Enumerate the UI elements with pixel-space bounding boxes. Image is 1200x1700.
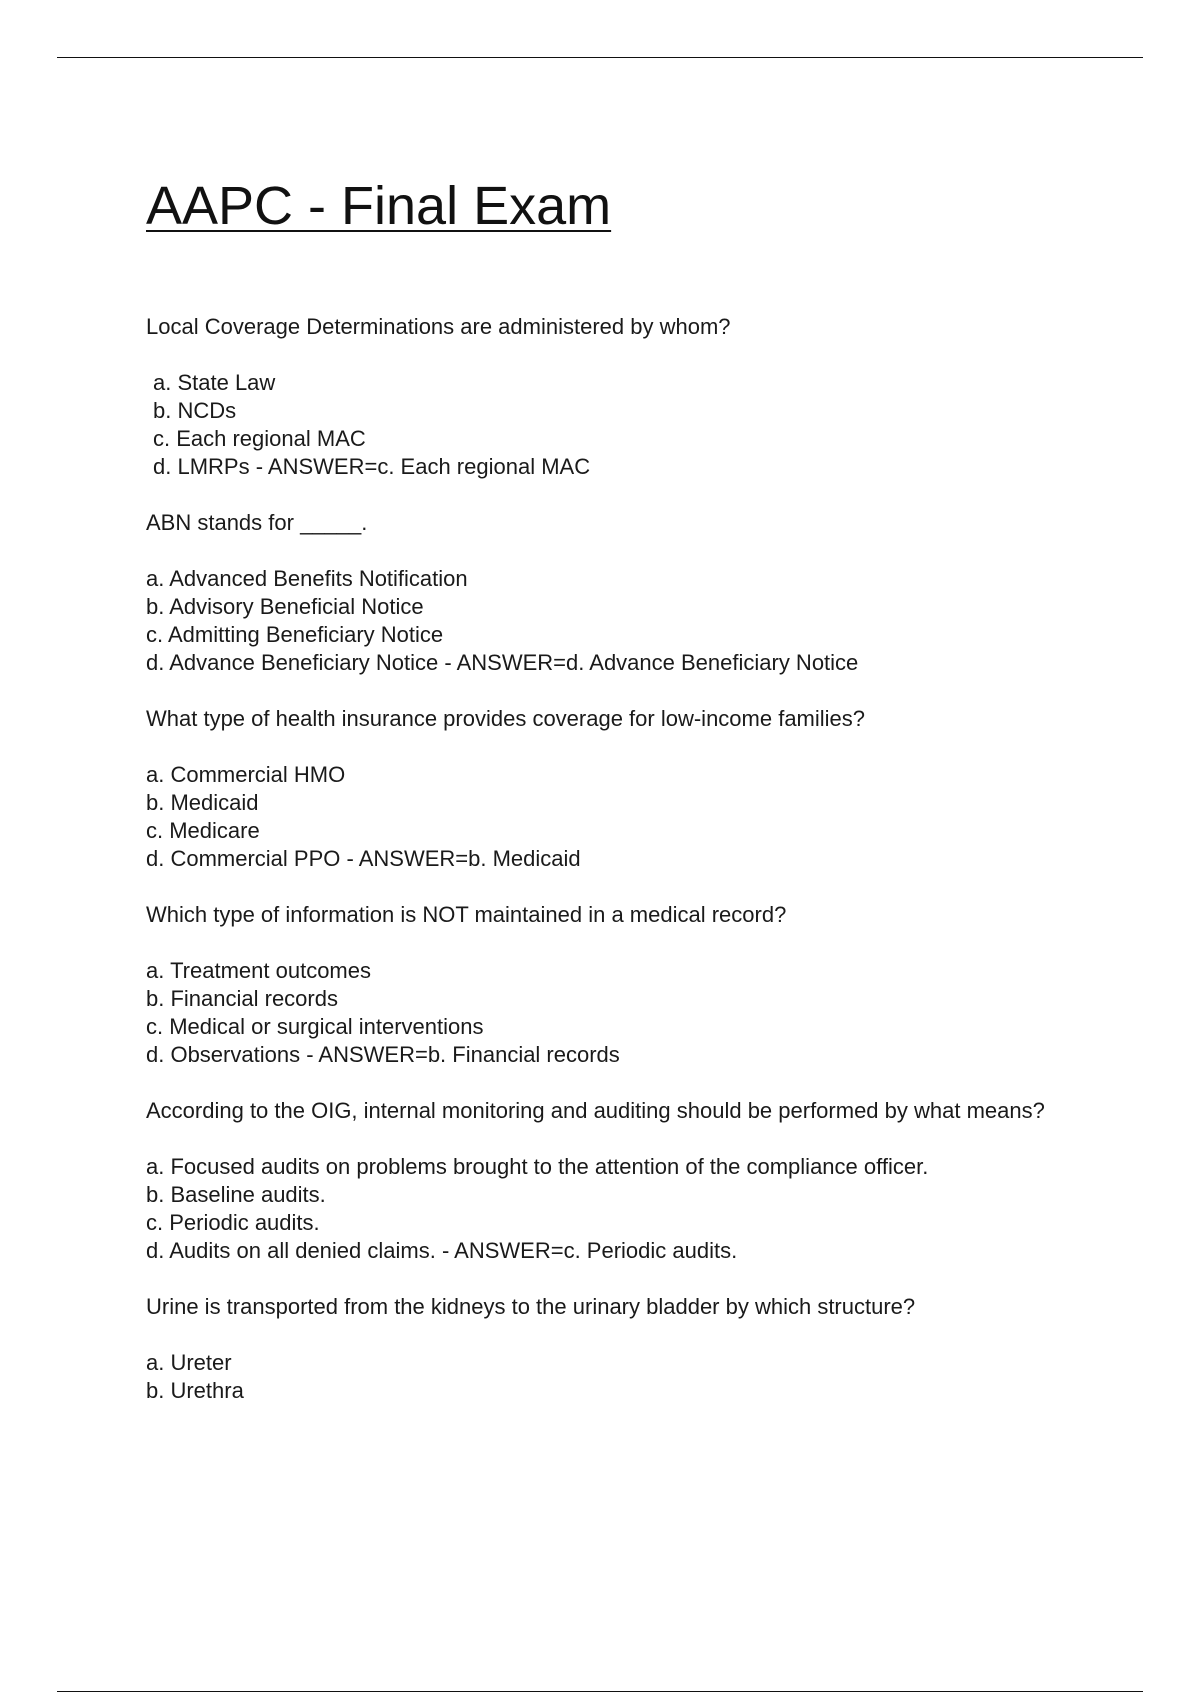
option-b: b. Urethra: [146, 1378, 244, 1403]
option-d-with-answer: d. Observations - ANSWER=b. Financial records: [146, 1042, 620, 1067]
option-b: b. Medicaid: [146, 790, 259, 815]
question-3: [146, 705, 1086, 873]
option-c: c. Medicare: [146, 818, 260, 843]
option-a: a. Advanced Benefits Notification: [146, 566, 468, 591]
option-b: b. Baseline audits.: [146, 1182, 326, 1207]
question-2: [146, 509, 1086, 677]
question-list: [146, 313, 1086, 1405]
question-5: [146, 1097, 1086, 1265]
question-4: [146, 901, 1086, 1069]
option-b: b. NCDs: [153, 398, 237, 423]
option-d-with-answer: d. Audits on all denied claims. - ANSWER=c. Periodic audits.: [146, 1238, 738, 1263]
option-c: c. Medical or surgical interventions: [146, 1014, 484, 1039]
option-list: [146, 1153, 1086, 1265]
question-text: Urine is transported from the kidneys to the urinary bladder by which structure?: [146, 1294, 916, 1319]
option-b: b. Financial records: [146, 986, 338, 1011]
exam-page-content: [146, 170, 1086, 1405]
bottom-divider: [57, 1691, 1143, 1692]
option-b: b. Advisory Beneficial Notice: [146, 594, 424, 619]
option-a: a. Ureter: [146, 1350, 232, 1375]
option-list: [146, 565, 1086, 677]
option-list: [146, 957, 1086, 1069]
option-c: c. Admitting Beneficiary Notice: [146, 622, 444, 647]
option-c: c. Periodic audits.: [146, 1210, 320, 1235]
option-d-with-answer: d. Advance Beneficiary Notice - ANSWER=d. Advance Beneficiary Notice: [146, 650, 859, 675]
question-6: [146, 1293, 1086, 1405]
option-list: [146, 761, 1086, 873]
question-text: Which type of information is NOT maintained in a medical record?: [146, 902, 787, 927]
page-title: AAPC - Final Exam: [146, 176, 612, 236]
option-list: [146, 369, 1086, 481]
top-divider: [57, 57, 1143, 58]
option-c: c. Each regional MAC: [153, 426, 366, 451]
option-a: a. State Law: [153, 370, 276, 395]
question-1: [146, 313, 1086, 481]
question-text: What type of health insurance provides coverage for low-income families?: [146, 706, 866, 731]
option-d-with-answer: d. LMRPs - ANSWER=c. Each regional MAC: [153, 454, 591, 479]
option-d-with-answer: d. Commercial PPO - ANSWER=b. Medicaid: [146, 846, 581, 871]
option-list: [146, 1349, 1086, 1405]
question-text: According to the OIG, internal monitoring and auditing should be performed by what means?: [146, 1098, 1045, 1123]
question-text: ABN stands for _____.: [146, 510, 368, 535]
option-a: a. Focused audits on problems brought to the attention of the compliance officer.: [146, 1154, 929, 1179]
question-text: Local Coverage Determinations are administered by whom?: [146, 314, 731, 339]
option-a: a. Commercial HMO: [146, 762, 346, 787]
option-a: a. Treatment outcomes: [146, 958, 371, 983]
